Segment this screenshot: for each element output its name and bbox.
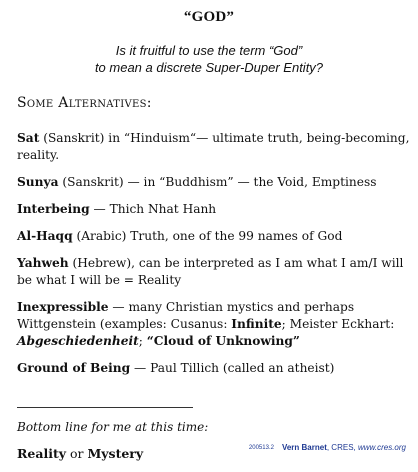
entry-interbeing bbox=[17, 201, 411, 218]
alternatives-list bbox=[17, 130, 411, 387]
entry-text: — Paul Tillich (called an atheist) bbox=[130, 361, 335, 375]
credit-date: 200513.2 bbox=[248, 445, 274, 451]
cloud-of-unknowing-term: “Cloud of Unknowing” bbox=[146, 334, 300, 348]
entry-ground-of-being bbox=[17, 360, 411, 377]
entry-yahweh bbox=[17, 255, 411, 289]
entry-text: (Sanskrit) — in “Buddhism” — the Void, Emptiness bbox=[58, 175, 377, 189]
abgeschiedenheit-term: Abgeschiedenheit bbox=[17, 334, 139, 348]
entry-sunya bbox=[17, 174, 411, 191]
page-title: “GOD” bbox=[183, 9, 235, 25]
credit-org: , CRES, bbox=[326, 443, 358, 452]
infinite-term: Infinite bbox=[231, 317, 282, 331]
entry-term: Sunya bbox=[17, 175, 59, 189]
mystery-word: Mystery bbox=[87, 446, 144, 461]
entry-text: — Thich Nhat Hanh bbox=[89, 202, 217, 216]
entry-sat bbox=[17, 130, 411, 164]
entry-term: Interbeing bbox=[17, 202, 90, 216]
question-line-2: to mean a discrete Super-Duper Entity? bbox=[94, 60, 324, 75]
credit-website: www.cres.org bbox=[357, 443, 406, 452]
alternatives-heading: Some Alternatives: bbox=[17, 95, 152, 111]
reality-or-mystery bbox=[17, 446, 143, 461]
entry-text: (Sanskrit) in “Hinduism“— ultimate truth, being-becoming, reality. bbox=[17, 131, 410, 162]
connector-word: or bbox=[65, 446, 88, 461]
question-line-1: Is it fruitful to use the term “God” bbox=[115, 43, 303, 58]
credit-name: Vern Barnet bbox=[281, 443, 327, 452]
entry-text: — many Christian mystics and perhaps Wittgenstein (examples: Cusanus: bbox=[17, 300, 355, 331]
entry-term: Yahweh bbox=[17, 256, 69, 270]
entry-term: Al-Haqq bbox=[17, 229, 73, 243]
entry-term: Sat bbox=[17, 131, 40, 145]
entry-al-haqq bbox=[17, 228, 411, 245]
bottom-line-label: Bottom line for me at this time: bbox=[17, 420, 209, 434]
reality-word: Reality bbox=[17, 446, 66, 461]
framing-question bbox=[0, 42, 418, 76]
entry-text: ; bbox=[138, 334, 147, 348]
entry-text: (Arabic) Truth, one of the 99 names of God bbox=[72, 229, 343, 243]
entry-inexpressible bbox=[17, 299, 411, 350]
divider-rule bbox=[17, 407, 193, 408]
entry-term: Inexpressible bbox=[17, 300, 109, 314]
entry-term: Ground of Being bbox=[17, 361, 131, 375]
entry-text: (Hebrew), can be interpreted as I am what I am/I will be what I will be = Reality bbox=[17, 256, 404, 287]
entry-text: ; Meister Eckhart: bbox=[281, 317, 395, 331]
author-credit bbox=[249, 443, 406, 452]
